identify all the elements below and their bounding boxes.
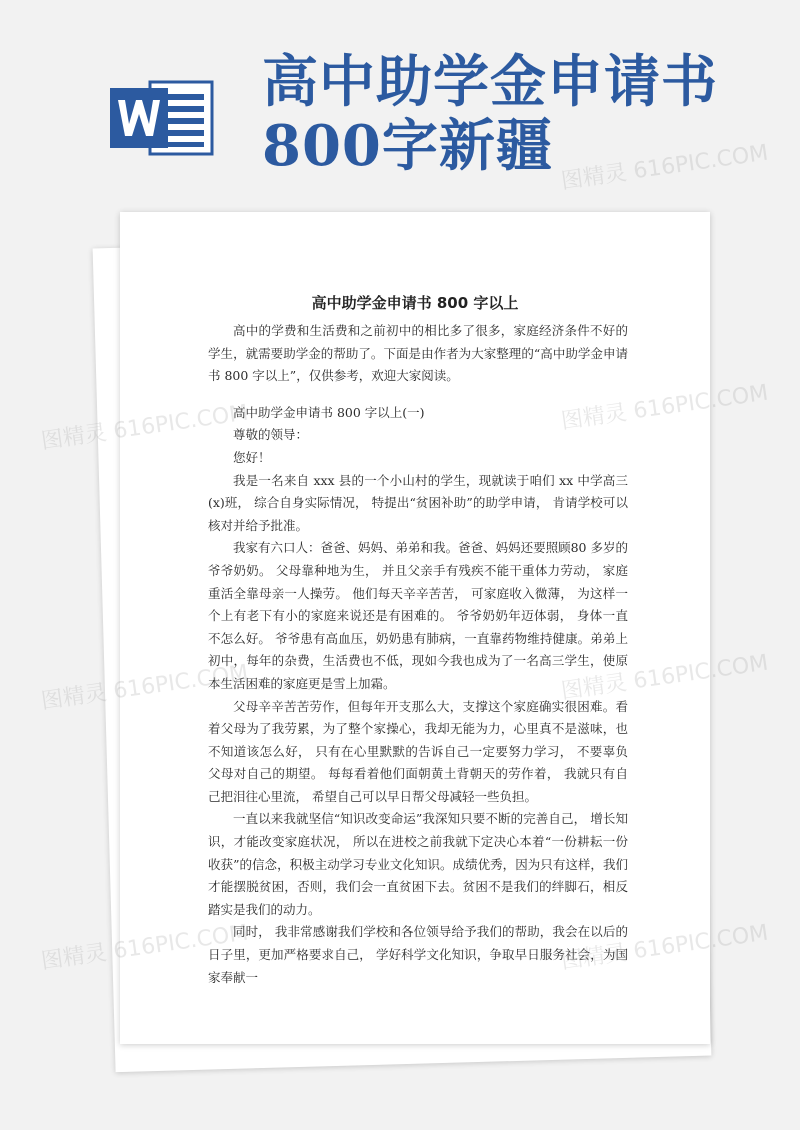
greeting: 您好！ <box>233 449 271 465</box>
document-page <box>120 212 710 1044</box>
paragraph: 一直以来我就坚信“知识改变命运”我深知只要不断的完善自己， 增长知识，才能改变家庭状况， 所以在进校之前我就下定决心本着“一份耕耘一份收获”的信念，积极主动学习专业文化知识。成绩优秀，因为只有这样，我们才能摆脱贫困，否则，我们会一直贫困下去。贫困不是我们的绊脚石，相反踏实是我们的动力。 <box>208 811 628 917</box>
watermark: 图精灵 616PIC.COM <box>559 920 770 975</box>
banner-title-line1: 高中助学金申请书 <box>262 49 718 115</box>
watermark: 图精灵 616PIC.COM <box>559 650 770 705</box>
watermark: 图精灵 616PIC.COM <box>559 140 770 195</box>
banner-title <box>262 50 782 178</box>
paragraph-intro: 高中的学费和生活费和之前初中的相比多了很多，家庭经济条件不好的学生，就需要助学金的帮助了。下面是由作者为大家整理的“高中助学金申请书 800 字以上”，仅供参考，欢迎大家阅读。 <box>208 323 628 384</box>
paragraph: 我家有六口人：爸爸、妈妈、弟弟和我。爸爸、妈妈还要照顾80 多岁的爷爷奶奶。 父母靠种地为生， 并且父亲手有残疾不能干重体力劳动， 家庭重活全靠母亲一人操劳。 他们每天辛辛苦苦， 可家庭收入微薄， 为这样一个上有老下有小的家庭来说还是有困难的。 爷爷奶奶年迈体弱， 身体一直不怎么好。 爷爷患有高血压，奶奶患有肺病，一直靠药物维持健康。弟弟上初中，每年的杂费，生活费也不低，现如今我也成为了一名高三学生，使原本生活困难的家庭更是雪上加霜。 <box>208 540 628 691</box>
watermark: 图精灵 616PIC.COM <box>39 400 250 455</box>
document-title: 高中助学金申请书 800 字以上 <box>311 294 519 312</box>
banner-title-line2: 800字新疆 <box>262 113 553 179</box>
word-doc-icon <box>108 78 216 158</box>
section-heading: 高中助学金申请书 800 字以上(一) <box>233 404 425 420</box>
watermark: 图精灵 616PIC.COM <box>559 380 770 435</box>
paragraph: 我是一名来自 xxx 县的一个小山村的学生，现就读于咱们 xx 中学高三(x)班， 综合自身实际情况， 特提出“贫困补助”的助学申请， 肯请学校可以核对并给予批准。 <box>208 472 628 533</box>
banner <box>0 0 800 210</box>
salutation: 尊敬的领导： <box>233 427 309 443</box>
paragraph: 同时， 我非常感谢我们学校和各位领导给予我们的帮助，我会在以后的日子里，更加严格要求自己， 学好科学文化知识，争取早日服务社会，为国家奉献一 <box>208 924 628 985</box>
watermark: 图精灵 616PIC.COM <box>39 920 250 975</box>
paragraph: 父母辛辛苦苦劳作，但每年开支那么大，支撑这个家庭确实很困难。看着父母为了我劳累，为了整个家操心，我却无能为力，心里真不是滋味，也不知道该怎么好， 只有在心里默默的告诉自己一定要努力学习， 不要辜负父母对自己的期望。 每每看着他们面朝黄土背朝天的劳作着， 我就只有自己把泪往心里流， 希望自己可以早日帮父母减轻一些负担。 <box>208 698 628 804</box>
document-body <box>208 320 628 989</box>
watermark: 图精灵 616PIC.COM <box>39 660 250 715</box>
